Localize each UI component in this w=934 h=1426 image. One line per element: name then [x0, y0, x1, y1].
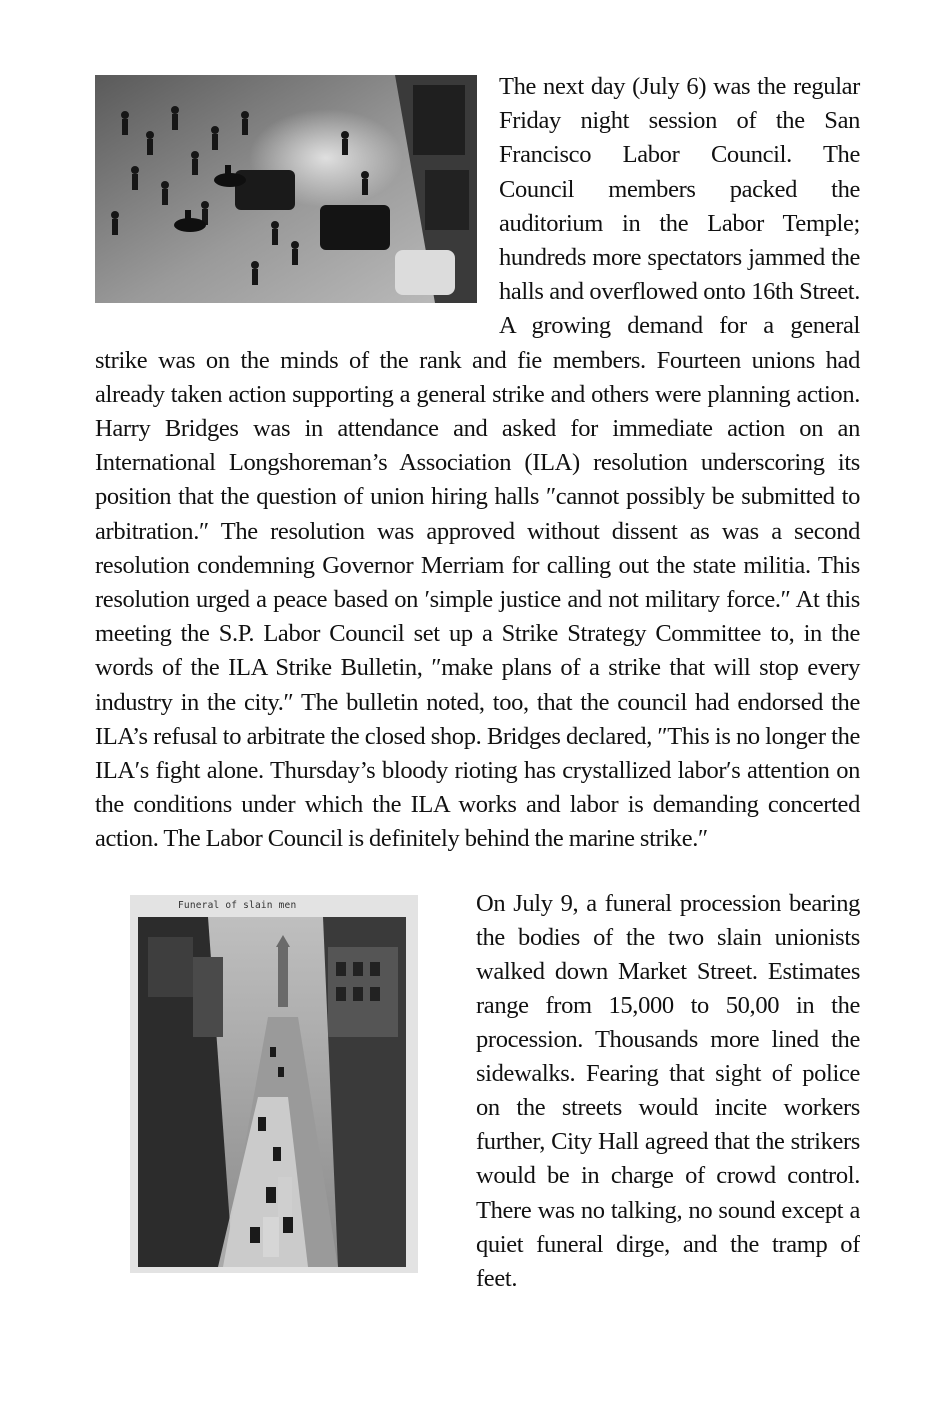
section-funeral: [95, 887, 860, 1296]
riot-photo: [95, 75, 477, 303]
page: [95, 70, 860, 1296]
paragraph-labor-council: The next day (July 6) was the regular Friday night session of the San Francisco Labor Council. The Council members packed the auditorium in the Labor Temple; hundreds more spectators jammed the halls and overflowed onto 16th Street. A growing demand for a general strike was on the minds of the rank and fie members. Fourteen unions had already taken action supporting a general strike and others were planning action. Harry Bridges was in attendance and asked for immediate action on an International Longshoreman’s Association (ILA) resolution underscoring its position that the question of union hiring halls ″cannot possibly be submitted to arbitration.″ The resolution was approved without dissent as was a second resolution condemning Governor Merriam for calling out the state militia. This resolution urged a peace based on ′simple justice and not military force.″ At this meeting the S.P. Labor Council set up a Strike Strategy Committee to, in the words of the ILA Strike Bulletin, ″make plans of a strike that will stop every industry in the city.″ The bulletin noted, too, that the council had endorsed the ILA’s refusal to arbitrate the closed shop. Bridges declared, ″This is no longer the ILA′s fight alone. Thursday’s bloody rioting has crystallized labor′s attention on the conditions under which the ILA works and labor is demanding concerted action. The Labor Council is definitely behind the marine strike.″: [95, 73, 860, 853]
funeral-procession-photo-icon: [138, 917, 406, 1267]
paragraph-funeral: On July 9, a funeral procession bearing the bodies of the two slain unionists walked down Market Street. Estimates range from 15,000 to 50,00 in the procession. Thousands more lined the sidewalks. Fearing that sight of police on the streets would incite workers further, City Hall agreed that the strikers would be in charge of crowd control. There was no talking, no sound except a quiet funeral dirge, and the tramp of feet.: [476, 889, 860, 1292]
section-riot: [95, 70, 860, 857]
riot-photo-icon: [95, 75, 477, 303]
funeral-photo: [138, 917, 406, 1267]
funeral-photo-caption: Funeral of slain men: [178, 899, 297, 911]
funeral-photo-frame: [130, 895, 418, 1273]
